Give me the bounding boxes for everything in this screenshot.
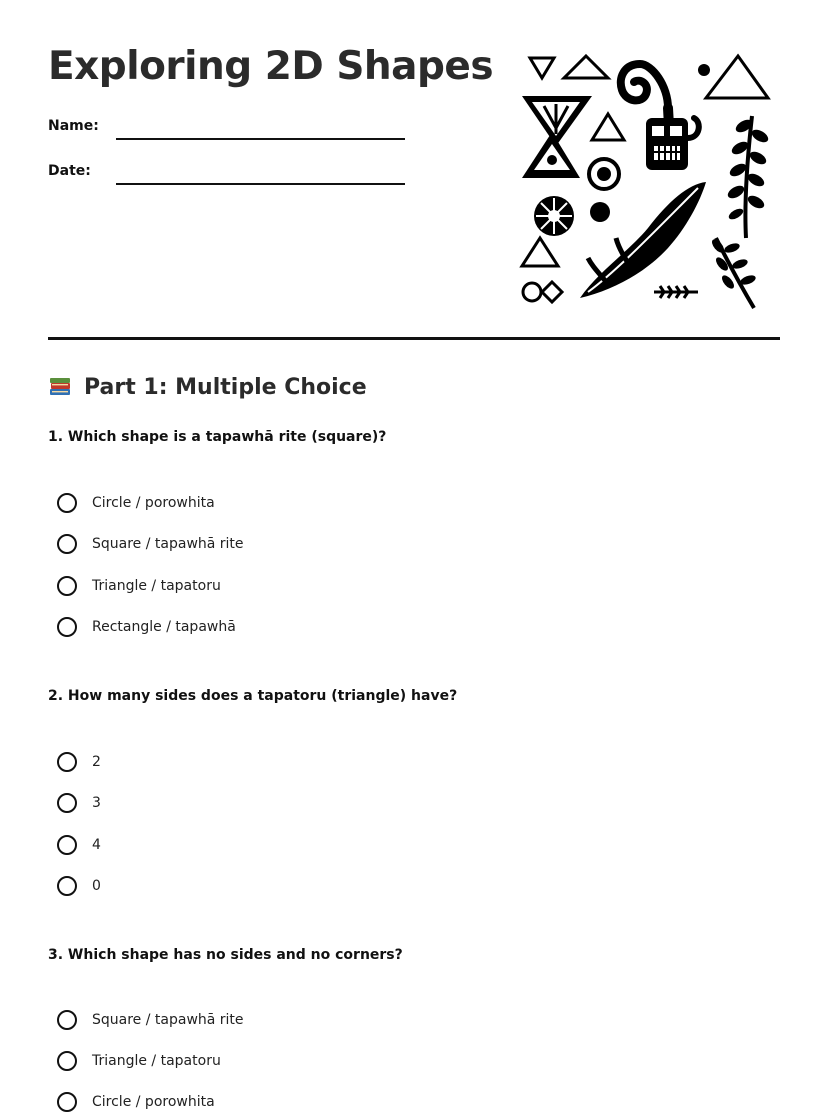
name-field[interactable]: [116, 138, 405, 140]
fern-sprig-icon: [654, 286, 698, 298]
option-label: Circle / porowhita: [92, 1094, 215, 1110]
q2-option-4[interactable]: [57, 873, 101, 899]
date-label: Date:: [48, 163, 91, 179]
dot-icon: [698, 64, 710, 76]
radio-button[interactable]: [57, 576, 77, 596]
patterned-triangle-icon: [522, 96, 592, 146]
radio-button[interactable]: [57, 1051, 77, 1071]
radio-button[interactable]: [57, 1092, 77, 1112]
option-label: 2: [92, 754, 101, 770]
q1-option-3[interactable]: [57, 573, 221, 599]
q1-option-2[interactable]: [57, 531, 244, 557]
q3-option-2[interactable]: [57, 1048, 221, 1074]
option-label: Square / tapawhā rite: [92, 1012, 244, 1028]
header-divider: [48, 337, 780, 340]
radio-button[interactable]: [57, 493, 77, 513]
worksheet-title: Exploring 2D Shapes: [48, 44, 494, 89]
question-3: 3. Which shape has no sides and no corners?: [48, 947, 403, 963]
leaf-icon: [580, 182, 706, 298]
outline-triangle-icon: [522, 238, 558, 266]
radio-button[interactable]: [57, 752, 77, 772]
question-2: 2. How many sides does a tapatoru (triangle) have?: [48, 688, 458, 704]
q2-option-3[interactable]: [57, 832, 101, 858]
question-1: 1. Which shape is a tapawhā rite (square)?: [48, 429, 387, 445]
triangle-up-icon: [564, 56, 608, 78]
q1-option-1[interactable]: [57, 490, 215, 516]
date-field[interactable]: [116, 183, 405, 185]
tiki-face-icon: [646, 118, 699, 170]
fern-bottom-icon: [710, 237, 757, 308]
option-label: 0: [92, 878, 101, 894]
solid-circle-icon: [590, 202, 610, 222]
part1-heading-text: Part 1: Multiple Choice: [84, 374, 367, 400]
q1-option-4[interactable]: [57, 614, 236, 640]
q2-option-2[interactable]: [57, 790, 101, 816]
option-label: Square / tapawhā rite: [92, 536, 244, 552]
radio-button[interactable]: [57, 1010, 77, 1030]
option-label: Rectangle / tapawhā: [92, 619, 236, 635]
radio-button[interactable]: [57, 876, 77, 896]
small-triangle-icon: [592, 114, 624, 140]
part1-heading: [48, 374, 367, 400]
concentric-circle-icon: [589, 159, 619, 189]
fern-leaf-icon: [726, 116, 771, 238]
q2-option-1[interactable]: [57, 749, 101, 775]
radio-button[interactable]: [57, 835, 77, 855]
option-label: 3: [92, 795, 101, 811]
q3-option-3[interactable]: [57, 1089, 215, 1115]
option-label: Circle / porowhita: [92, 495, 215, 511]
option-label: 4: [92, 837, 101, 853]
radio-button[interactable]: [57, 617, 77, 637]
triangle-dot-icon: [522, 132, 580, 178]
radio-button[interactable]: [57, 793, 77, 813]
large-triangle-icon: [706, 56, 768, 98]
circle-diamond-icon: [523, 282, 562, 302]
option-label: Triangle / tapatoru: [92, 578, 221, 594]
triangle-down-icon: [530, 58, 554, 78]
rosette-icon: [534, 196, 574, 236]
radio-button[interactable]: [57, 534, 77, 554]
option-label: Triangle / tapatoru: [92, 1053, 221, 1069]
books-icon: [48, 374, 74, 400]
name-label: Name:: [48, 118, 99, 134]
q3-option-1[interactable]: [57, 1007, 244, 1033]
shapes-illustration: [518, 52, 774, 312]
